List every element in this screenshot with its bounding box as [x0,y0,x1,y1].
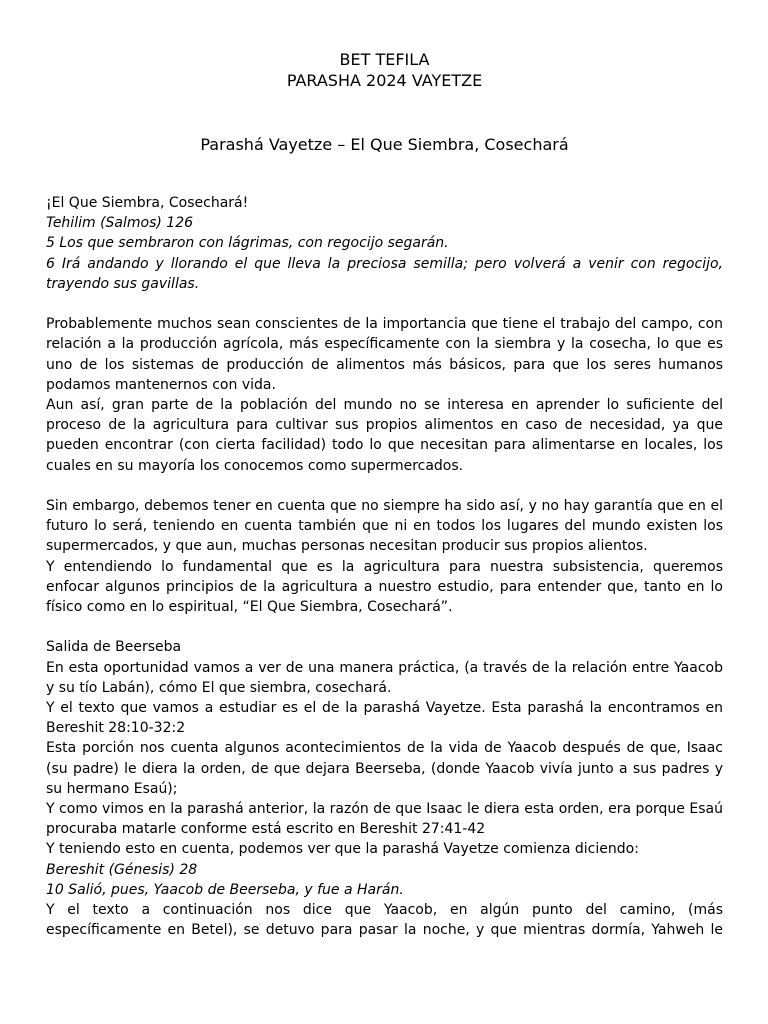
paragraph-10: Y el texto a continuación nos dice que Yaacob, en algún punto del camino, (más específicamente en Betel), se detuvo para pasar la noche, y que mientras dormía, Yahweh le [46,902,723,939]
paragraph-spacer [46,294,723,314]
paragraph-8: Y como vimos en la parashá anterior, la razón de que Isaac le diera esta orden, era porque Esaú procuraba matarle conforme está escrito en Bereshit 27:41-42 [46,801,723,838]
body-heading: ¡El Que Siembra, Cosechará! [46,195,249,211]
verse-6: 6 Irá andando y llorando el que lleva la preciosa semilla; pero volverá a venir con regocijo, trayendo sus gavillas. [46,255,723,292]
paragraph-5: En esta oportunidad vamos a ver de una manera práctica, (a través de la relación entre Yaacob y su tío Labán), cómo El que siembra, cosechará. [46,659,723,696]
paragraph-spacer [46,476,723,496]
verse-10: 10 Salió, pues, Yaacob de Beerseba, y fue a Harán. [46,881,404,898]
paragraph-3: Sin embargo, debemos tener en cuenta que no siempre ha sido así, y no hay garantía que en el futuro lo será, teniendo en cuenta también que ni en todos los lugares del mundo existen los supermercados, y que aun, muchas personas necesitan producir sus propios alientos. [46,498,723,555]
paragraph-7: Esta porción nos cuenta algunos acontecimientos de la vida de Yaacob después de que, Isaac (su padre) le diera la orden, de que dejara Beerseba, (donde Yaacob vivía junto a sus padres y su hermano Esaú); [46,740,723,797]
paragraph-2: Aun así, gran parte de la población del mundo no se interesa en aprender lo suficiente del proceso de la agricultura para cultivar sus propios alimentos en caso de necesidad, ya que pueden encontrar (con cierta facilidad) todo lo que necesitan para alimentarse en locales, los cuales en su mayoría los conocemos como supermercados. [46,397,723,474]
header-subtitle: PARASHA 2024 VAYETZE [286,71,483,90]
paragraph-1: Probablemente muchos sean conscientes de la importancia que tiene el trabajo del campo, con relación a la producción agrícola, más específicamente con la siembra y la cosecha, lo que es uno de los sistemas de producción de alimentos más básicos, para que los seres humanos podamos mantenernos con vida. [46,316,723,393]
document-header [46,0,723,91]
verse-reference-2: Bereshit (Génesis) 28 [46,861,198,878]
header-title: BET TEFILA [339,50,430,69]
verse-reference: Tehilim (Salmos) 126 [46,215,194,232]
document-subtitle: Parashá Vayetze – El Que Siembra, Cosechará [200,135,569,154]
paragraph-9: Y teniendo esto en cuenta, podemos ver que la parashá Vayetze comienza diciendo: [46,841,639,858]
section-title: Salida de Beerseba [46,639,182,656]
verse-5: 5 Los que sembraron con lágrimas, con regocijo segarán. [46,235,449,252]
paragraph-spacer [46,617,723,637]
document-body [46,193,723,940]
paragraph-6: Y el texto que vamos a estudiar es el de la parashá Vayetze. Esta parashá la encontramos en Bereshit 28:10-32:2 [46,700,723,737]
paragraph-4: Y entendiendo lo fundamental que es la agricultura para nuestra subsistencia, queremos enfocar algunos principios de la agricultura a nuestro estudio, para entender que, tanto en lo físico como en lo espiritual, “El Que Siembra, Cosechará”. [46,558,723,616]
